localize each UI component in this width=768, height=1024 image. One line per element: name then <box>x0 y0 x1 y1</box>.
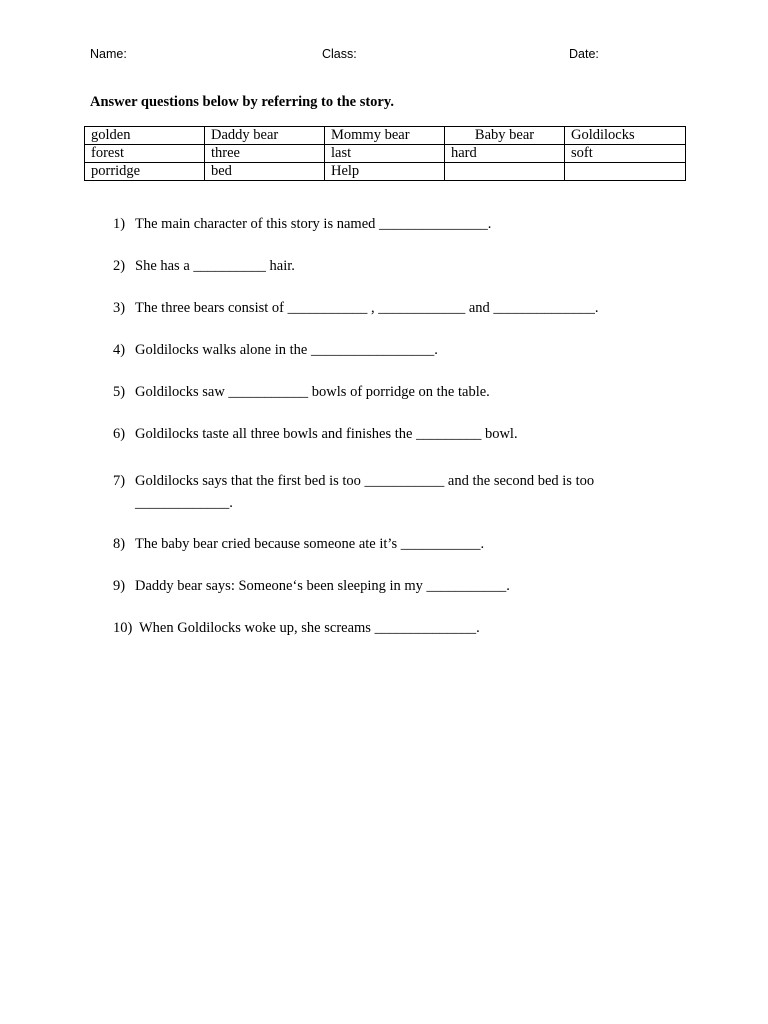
word-bank-cell: Daddy bear <box>205 127 325 145</box>
question-number: 8) <box>113 536 126 552</box>
question-text: The main character of this story is named _______________. <box>135 216 492 232</box>
word-bank-cell: Baby bear <box>445 127 565 145</box>
question-number: 6) <box>113 426 126 442</box>
word-bank-cell: Mommy bear <box>325 127 445 145</box>
word-bank-cell: three <box>205 145 325 163</box>
question-text: The three bears consist of ___________ , ____________ and ______________. <box>135 300 599 316</box>
question-text: Daddy bear says: Someone‘s been sleeping in my ___________. <box>135 578 510 594</box>
question-text: She has a __________ hair. <box>135 258 295 274</box>
instructions-heading: Answer questions below by referring to the story. <box>90 94 394 110</box>
question-number: 9) <box>113 578 126 594</box>
word-bank-cell: soft <box>565 145 686 163</box>
word-bank-cell: Help <box>325 163 445 181</box>
word-bank-table <box>84 126 686 181</box>
class-label: Class: <box>322 47 357 61</box>
word-bank-cell: last <box>325 145 445 163</box>
word-bank-row <box>85 145 686 163</box>
word-bank-cell: porridge <box>85 163 205 181</box>
question-number: 4) <box>113 342 126 358</box>
question-number: 5) <box>113 384 126 400</box>
word-bank-cell <box>565 163 686 181</box>
question-text: Goldilocks saw ___________ bowls of porridge on the table. <box>135 384 490 400</box>
question-text: Goldilocks walks alone in the _________________. <box>135 342 438 358</box>
word-bank-cell <box>445 163 565 181</box>
question-number: 7) <box>113 473 126 489</box>
word-bank-cell: forest <box>85 145 205 163</box>
word-bank-cell: hard <box>445 145 565 163</box>
word-bank-cell: bed <box>205 163 325 181</box>
question-text: Goldilocks says that the first bed is too ___________ and the second bed is too <box>135 473 595 489</box>
date-label: Date: <box>569 47 599 61</box>
question-text: Goldilocks taste all three bowls and finishes the _________ bowl. <box>135 426 518 442</box>
question-text: The baby bear cried because someone ate it’s ___________. <box>135 536 485 552</box>
question-number: 1) <box>113 216 126 232</box>
question-continuation: _____________. <box>135 495 233 511</box>
question-number: 3) <box>113 300 126 316</box>
word-bank-row <box>85 127 686 145</box>
word-bank-cell: golden <box>85 127 205 145</box>
word-bank-cell: Goldilocks <box>565 127 686 145</box>
question-text: When Goldilocks woke up, she screams ______________. <box>139 620 480 636</box>
question-number: 2) <box>113 258 126 274</box>
question-number: 10) <box>113 620 133 636</box>
word-bank-row <box>85 163 686 181</box>
name-label: Name: <box>90 47 127 61</box>
